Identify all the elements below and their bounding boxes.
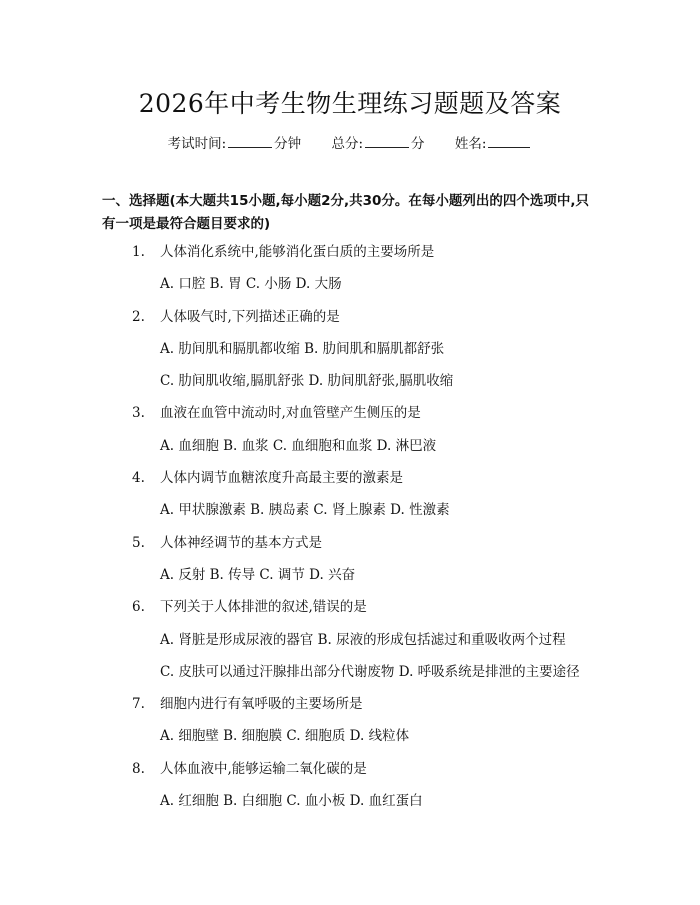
question-options: A. 甲状腺激素 B. 胰岛素 C. 肾上腺素 D. 性激素 xyxy=(160,502,450,519)
exam-time-field xyxy=(168,132,302,152)
question-options-row xyxy=(0,724,700,756)
question-number: 8. xyxy=(132,760,145,777)
question-number: 4. xyxy=(132,470,145,487)
question-stem: 人体吸气时,下列描述正确的是 xyxy=(160,308,340,325)
question-number: 3. xyxy=(132,405,145,422)
question-stem: 人体神经调节的基本方式是 xyxy=(160,534,322,551)
total-score-field xyxy=(331,132,424,152)
section-heading: 一、选择题(本大题共15小题,每小题2分,共30分。在每小题列出的四个选项中,只有一项是最符合题目要求的) xyxy=(102,193,590,232)
question-options: A. 反射 B. 传导 C. 调节 D. 兴奋 xyxy=(160,566,356,583)
student-name-blank xyxy=(488,135,530,148)
total-score-unit: 分 xyxy=(411,136,425,152)
question-number: 1. xyxy=(132,244,145,260)
question-options: A. 肾脏是形成尿液的器官 B. 尿液的形成包括滤过和重吸收两个过程 xyxy=(160,631,566,648)
total-score-label: 总分: xyxy=(331,136,364,152)
question-options: A. 血细胞 B. 血浆 C. 血细胞和血浆 D. 淋巴液 xyxy=(160,437,437,454)
exam-meta-line xyxy=(0,132,700,152)
question-options: C. 皮肤可以通过汗腺排出部分代谢废物 D. 呼吸系统是排泄的主要途径 xyxy=(160,663,580,680)
exam-time-unit: 分钟 xyxy=(274,136,302,152)
question-options: A. 红细胞 B. 白细胞 C. 血小板 D. 血红蛋白 xyxy=(160,793,423,810)
question-stem: 人体消化系统中,能够消化蛋白质的主要场所是 xyxy=(160,244,435,260)
question-item xyxy=(0,466,700,498)
question-item xyxy=(0,305,700,337)
question-options-row xyxy=(0,434,700,466)
question-options: A. 口腔 B. 胃 C. 小肠 D. 大肠 xyxy=(160,276,342,293)
question-stem: 人体内调节血糖浓度升高最主要的激素是 xyxy=(160,470,403,487)
exam-time-blank xyxy=(228,135,272,148)
question-options-row xyxy=(0,272,700,304)
question-item xyxy=(0,401,700,433)
question-options: A. 细胞壁 B. 细胞膜 C. 细胞质 D. 线粒体 xyxy=(160,728,410,745)
question-options: A. 肋间肌和膈肌都收缩 B. 肋间肌和膈肌都舒张 xyxy=(160,340,445,357)
page-title: 2026年中考生物生理练习题题及答案 xyxy=(138,89,562,118)
exam-time-label: 考试时间: xyxy=(167,136,227,152)
question-options-row xyxy=(0,369,700,401)
question-options-row xyxy=(0,337,700,369)
student-name-field xyxy=(455,132,533,152)
total-score-blank xyxy=(365,135,409,148)
question-item xyxy=(0,531,700,563)
student-name-label: 姓名: xyxy=(454,136,487,152)
question-options-row xyxy=(0,789,700,821)
question-options-row xyxy=(0,563,700,595)
question-item xyxy=(0,692,700,724)
question-number: 6. xyxy=(132,599,145,616)
question-number: 2. xyxy=(132,308,145,325)
question-stem: 细胞内进行有氧呼吸的主要场所是 xyxy=(160,696,363,713)
question-item xyxy=(0,595,700,627)
question-number: 7. xyxy=(132,696,145,713)
question-number: 5. xyxy=(132,534,145,551)
question-options-row xyxy=(0,660,700,692)
question-item xyxy=(0,757,700,789)
question-item xyxy=(0,240,700,272)
question-stem: 下列关于人体排泄的叙述,错误的是 xyxy=(160,599,367,616)
question-list xyxy=(0,240,700,821)
question-stem: 血液在血管中流动时,对血管壁产生侧压的是 xyxy=(160,405,421,422)
question-options: C. 肋间肌收缩,膈肌舒张 D. 肋间肌舒张,膈肌收缩 xyxy=(160,373,454,390)
question-options-row xyxy=(0,498,700,530)
question-options-row xyxy=(0,628,700,660)
question-stem: 人体血液中,能够运输二氧化碳的是 xyxy=(160,760,367,777)
